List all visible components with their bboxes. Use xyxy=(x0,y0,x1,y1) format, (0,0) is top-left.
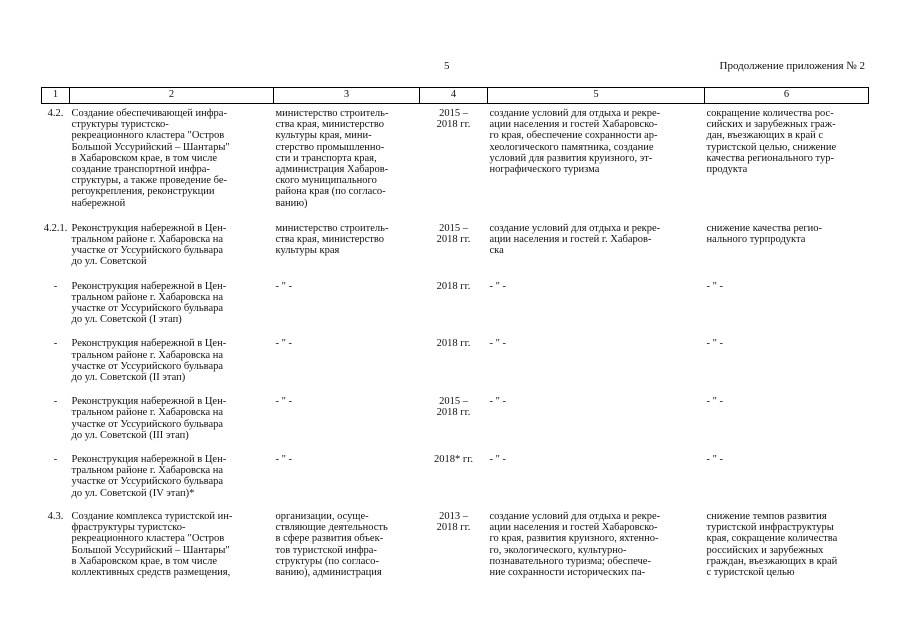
period: 2015 – 2018 гг. xyxy=(436,396,471,419)
executor: министерство строитель- ства края, министерство культуры края xyxy=(275,222,389,257)
expected-result: создание условий для отдыха и рекре- ации населения и гостей г. Хабаров- ска xyxy=(489,222,661,257)
executor-cell xyxy=(274,325,420,383)
expected-result-cell xyxy=(488,383,705,441)
row-number-cell xyxy=(42,268,70,326)
measure-name: Создание обеспечивающей инфра- структуры туристско- рекреационного кластера "Остров Большой Уссурийский – Шантары" в Хабаровском крае, в том числе создание транспортной инфра- структуры, а также проведение бе- регоукрепления, реконструкции набережной xyxy=(71,108,230,209)
table-row xyxy=(42,209,869,268)
row-number: 4.3. xyxy=(47,510,64,522)
appendix-caption: Продолжение приложения № 2 xyxy=(719,60,865,72)
consequence-cell xyxy=(705,268,869,326)
row-number-cell xyxy=(42,325,70,383)
measure-name: Реконструкция набережной в Цен- тральном районе г. Хабаровска на участке от Уссурийского бульвара до ул. Советской (I этап) xyxy=(71,280,227,326)
period: 2018 гг. xyxy=(436,338,471,350)
measure-name-cell xyxy=(70,325,274,383)
measure-name-cell xyxy=(70,209,274,268)
consequence: сокращение количества рос- сийских и зарубежных граж- дан, въезжающих в край с туристской целью, снижение качества регионального тур- продукта xyxy=(706,108,837,176)
table-row xyxy=(42,268,869,326)
period: 2015 – 2018 гг. xyxy=(436,222,471,246)
row-number-cell xyxy=(42,104,70,209)
consequence-cell xyxy=(705,499,869,578)
measure-name: Реконструкция набережной в Цен- тральном районе г. Хабаровска на участке от Уссурийского бульвара до ул. Советской (III этап) xyxy=(71,396,227,441)
measure-name: Реконструкция набережной в Цен- тральном районе г. Хабаровска на участке от Уссурийского бульвара до ул. Советской (II этап) xyxy=(71,338,227,384)
expected-result-cell xyxy=(488,209,705,268)
header-cell-4: 4 xyxy=(420,88,488,104)
row-number: - xyxy=(53,454,58,466)
table-row xyxy=(42,104,869,209)
measure-name: Создание комплекса туристской ин- фраструктуры туристско- рекреационного кластера "Остров Большой Уссурийский – Шантары" в Хабаровском крае, в том числе коллективных средств размещения, xyxy=(71,510,233,578)
table-header-row xyxy=(42,88,869,104)
header-cell-5: 5 xyxy=(488,88,705,104)
executor-cell xyxy=(274,383,420,441)
executor: организации, осуще- ствляющие деятельность в сфере развития объек- тов туристской инфра- структуры (по согласо- ванию), администрация xyxy=(275,510,388,578)
expected-result: - " - xyxy=(489,280,507,292)
measure-name: Реконструкция набережной в Цен- тральном районе г. Хабаровска на участке от Уссурийского бульвара до ул. Советской (IV этап)* xyxy=(71,454,227,499)
row-number-cell xyxy=(42,383,70,441)
consequence: - " - xyxy=(706,338,724,350)
expected-result-cell xyxy=(488,325,705,383)
header-cell-1: 1 xyxy=(42,88,70,104)
row-number: - xyxy=(53,338,58,350)
executor: министерство строитель- ства края, министерство культуры края, мини- стерство промышленно- сти и транспорта края, администрация Хабаров- ского муниципального района края (по согласо- ванию) xyxy=(275,108,389,209)
expected-result-cell xyxy=(488,268,705,326)
period: 2018* гг. xyxy=(434,454,473,466)
consequence-cell xyxy=(705,104,869,209)
period-cell xyxy=(420,104,488,209)
table-row xyxy=(42,383,869,441)
expected-result-cell xyxy=(488,441,705,499)
consequence-cell xyxy=(705,441,869,499)
executor: - " - xyxy=(275,338,293,350)
table-row xyxy=(42,499,869,578)
expected-result: создание условий для отдыха и рекре- ации населения и гостей Хабаровско- го края, обеспечение сохранности ар- хеологического памятника, создание условий для развития круизного, эт- нографического туризма xyxy=(489,108,661,176)
header-cell-2: 2 xyxy=(70,88,274,104)
consequence: - " - xyxy=(706,396,724,408)
executor-cell xyxy=(274,441,420,499)
table-row xyxy=(42,441,869,499)
consequence: снижение качества регио- нального турпродукта xyxy=(706,222,823,246)
executor-cell xyxy=(274,499,420,578)
executor-cell xyxy=(274,268,420,326)
consequence-cell xyxy=(705,325,869,383)
row-number: 4.2. xyxy=(47,108,64,119)
row-number-cell xyxy=(42,499,70,578)
executor-cell xyxy=(274,209,420,268)
executor: - " - xyxy=(275,454,293,466)
page-number: 5 xyxy=(444,60,450,72)
consequence-cell xyxy=(705,209,869,268)
measure-name-cell xyxy=(70,268,274,326)
row-number-cell xyxy=(42,441,70,499)
period-cell xyxy=(420,268,488,326)
period-cell xyxy=(420,441,488,499)
measures-table xyxy=(41,87,869,578)
expected-result-cell xyxy=(488,104,705,209)
consequence-cell xyxy=(705,383,869,441)
table-row xyxy=(42,325,869,383)
measure-name: Реконструкция набережной в Цен- тральном районе г. Хабаровска на участке от Уссурийского бульвара до ул. Советской xyxy=(71,222,227,268)
header-cell-3: 3 xyxy=(274,88,420,104)
row-number: - xyxy=(53,396,58,408)
measure-name-cell xyxy=(70,441,274,499)
period-cell xyxy=(420,325,488,383)
executor: - " - xyxy=(275,280,293,292)
expected-result: - " - xyxy=(489,338,507,350)
row-number: 4.2.1. xyxy=(43,222,68,234)
period-cell xyxy=(420,383,488,441)
executor: - " - xyxy=(275,396,293,408)
row-number-cell xyxy=(42,209,70,268)
row-number: - xyxy=(53,280,58,292)
consequence: - " - xyxy=(706,280,724,292)
consequence: - " - xyxy=(706,454,724,466)
expected-result: создание условий для отдыха и рекре- ации населения и гостей Хабаровско- го края, развития круизного, яхтенно- го, экологического, культурно- познавательного туризма; обеспече- ние сохранности исторических па- xyxy=(489,510,661,578)
executor-cell xyxy=(274,104,420,209)
period: 2018 гг. xyxy=(436,280,471,292)
expected-result: - " - xyxy=(489,454,507,466)
measure-name-cell xyxy=(70,499,274,578)
period-cell xyxy=(420,209,488,268)
expected-result: - " - xyxy=(489,396,507,408)
measure-name-cell xyxy=(70,104,274,209)
consequence: снижение темпов развития туристской инфраструктуры края, сокращение количества российских и зарубежных граждан, въезжающих в край с туристской целью xyxy=(706,510,838,578)
header-cell-6: 6 xyxy=(705,88,869,104)
expected-result-cell xyxy=(488,499,705,578)
period: 2015 – 2018 гг. xyxy=(436,108,471,131)
period-cell xyxy=(420,499,488,578)
period: 2013 – 2018 гг. xyxy=(436,510,471,534)
measure-name-cell xyxy=(70,383,274,441)
